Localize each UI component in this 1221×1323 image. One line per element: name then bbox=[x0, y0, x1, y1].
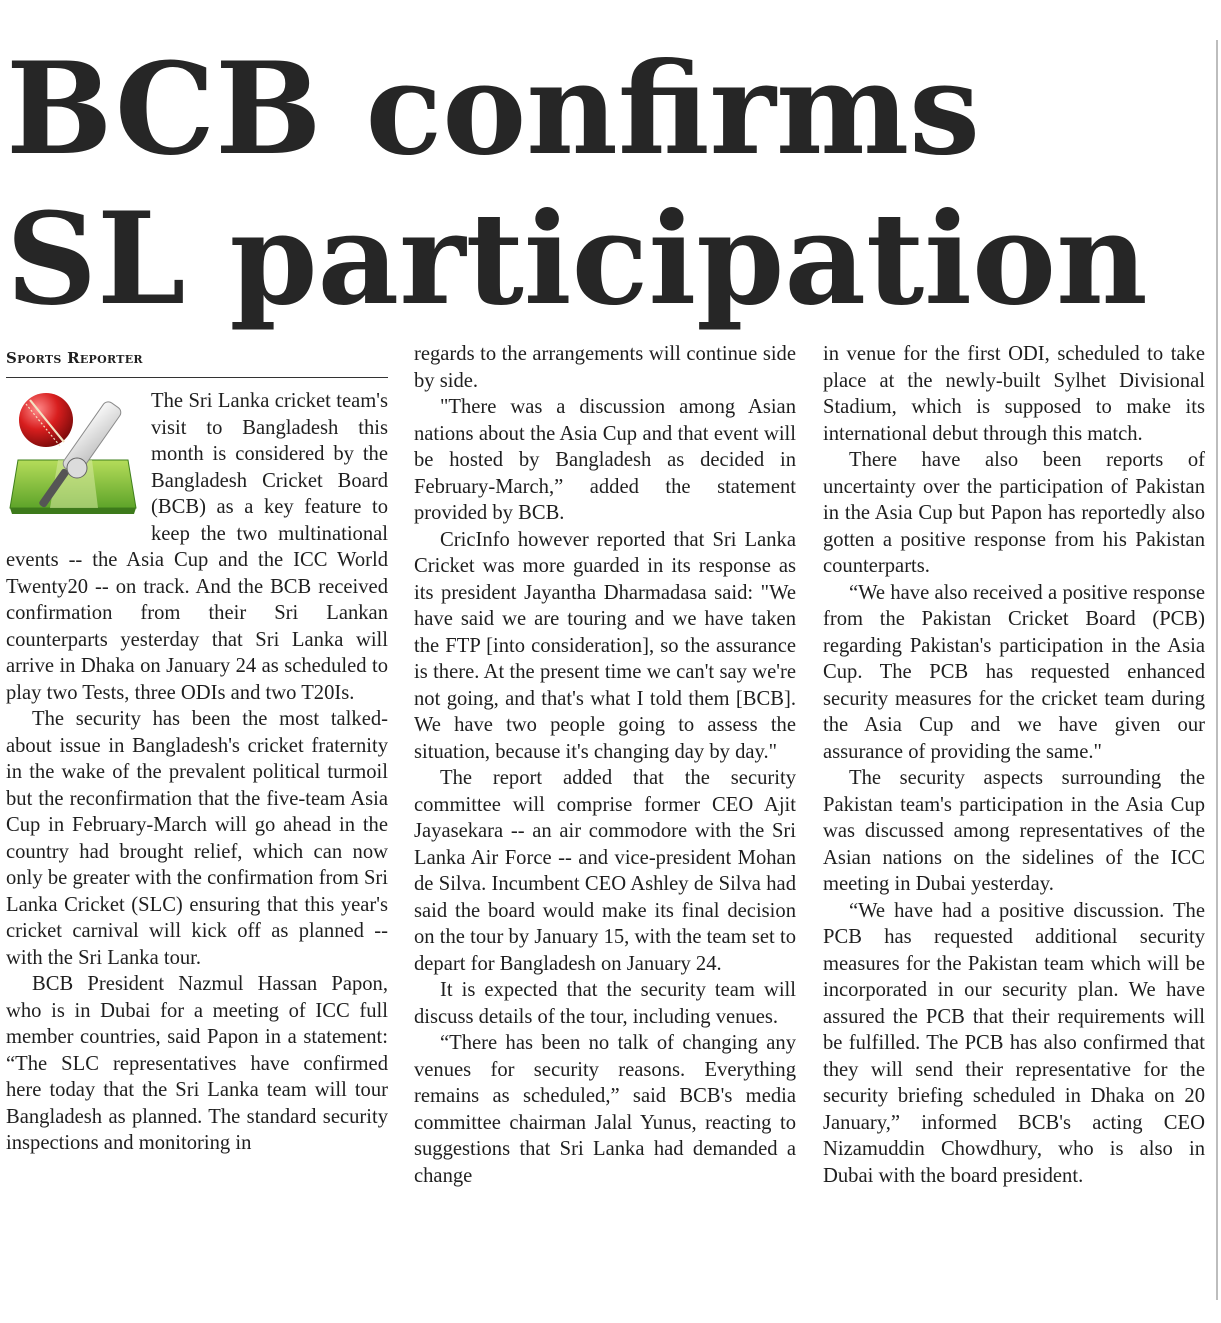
cricket-ball-bat-icon bbox=[6, 390, 143, 522]
article-column-2 bbox=[414, 341, 796, 1189]
paragraph: There have also been reports of uncertainty over the participation of Pakistan in the Asia Cup but Papon has reportedly also gotten a positive response from his Pakistan counterparts. bbox=[823, 449, 1205, 577]
paragraph: “We have had a positive discussion. The PCB has requested additional security measures for the Pakistan team which will be incorporated in our security plan. We have assured the PCB that their requirements will be fulfilled. The PCB has also confirmed that they will send their representative for the security briefing scheduled in Dhaka on 20 January,” informed BCB's acting CEO Nizamuddin Chowdhury, who is also in Dubai with the board president. bbox=[823, 899, 1205, 1187]
article-column-1 bbox=[6, 340, 388, 1157]
paragraph: regards to the arrangements will continue side by side. bbox=[414, 343, 796, 392]
paragraph: The report added that the security committee will comprise former CEO Ajit Jayasekara -- an air commodore with the Sri Lanka Air Force -- and vice-president Mohan de Silva. Incumbent CEO Ashley de Silva had said the board would make its final decision on the tour by January 15, with the team set to depart for Bangladesh on January 24. bbox=[414, 767, 796, 975]
article-column-3 bbox=[823, 341, 1205, 1189]
byline: Sports Reporter bbox=[6, 340, 388, 378]
article-headline: BCB confirms SL participation bbox=[6, 35, 1148, 333]
paragraph: "There was a discussion among Asian nations about the Asia Cup and that event will be hosted by Bangladesh as decided in February-March,” added the statement provided by BCB. bbox=[414, 396, 796, 524]
paragraph: “We have also received a positive response from the Pakistan Cricket Board (PCB) regarding Pakistan's participation in the Asia Cup. The PCB has requested enhanced security measures for the cricket team during the Asia Cup and we have given our assurance of providing the same." bbox=[823, 581, 1205, 763]
paragraph: in venue for the first ODI, scheduled to take place at the newly-built Sylhet Divisional Stadium, which is supposed to make its international debut through this match. bbox=[823, 343, 1205, 445]
paragraph: The Sri Lanka cricket team's visit to Bangladesh this month is considered by the Bangladesh Cricket Board (BCB) as a key feature to keep the two multinational events -- the Asia Cup and the ICC World Twenty20 -- on track. And the BCB received confirmation from their Sri Lankan counterparts yesterday that Sri Lanka will arrive in Dhaka on January 24 as scheduled to play two Tests, three ODIs and two T20Is. bbox=[6, 390, 388, 704]
paragraph: The security aspects surrounding the Pakistan team's participation in the Asia Cup was discussed among representatives of the Asian nations on the sidelines of the ICC meeting in Dubai yesterday. bbox=[823, 767, 1205, 895]
paragraph: The security has been the most talked-about issue in Bangladesh's cricket fraternity in the wake of the prevalent political turmoil but the reconfirmation that the five-team Asia Cup in February-March will go ahead in the country had brought relief, which can now only be greater with the confirmation from Sri Lanka Cricket (SLC) ensuring that this year's cricket carnival will kick off as planned -- with the Sri Lanka tour. bbox=[6, 708, 388, 969]
page-edge-rule bbox=[1216, 40, 1218, 1300]
paragraph: It is expected that the security team will discuss details of the tour, including venues. bbox=[414, 979, 796, 1028]
paragraph: BCB President Nazmul Hassan Papon, who is in Dubai for a meeting of ICC full member countries, said Papon in a statement: “The SLC representatives have confirmed here today that the Sri Lanka team will tour Bangladesh as planned. The standard security inspections and monitoring in bbox=[6, 973, 388, 1154]
paragraph: CricInfo however reported that Sri Lanka Cricket was more guarded in its response as its president Jayantha Dharmadasa said: "We have said we are touring and we have taken the FTP [into consideration], so the assurance is there. At the present time we can't say we're not going, and that's what I told them [BCB]. We have two people going to assess the situation, because it's changing day by day." bbox=[414, 528, 796, 763]
paragraph: “There has been no talk of changing any venues for security reasons. Everything remains as scheduled,” said BCB's media committee chairman Jalal Yunus, reacting to suggestions that Sri Lanka had demanded a change bbox=[414, 1032, 796, 1187]
